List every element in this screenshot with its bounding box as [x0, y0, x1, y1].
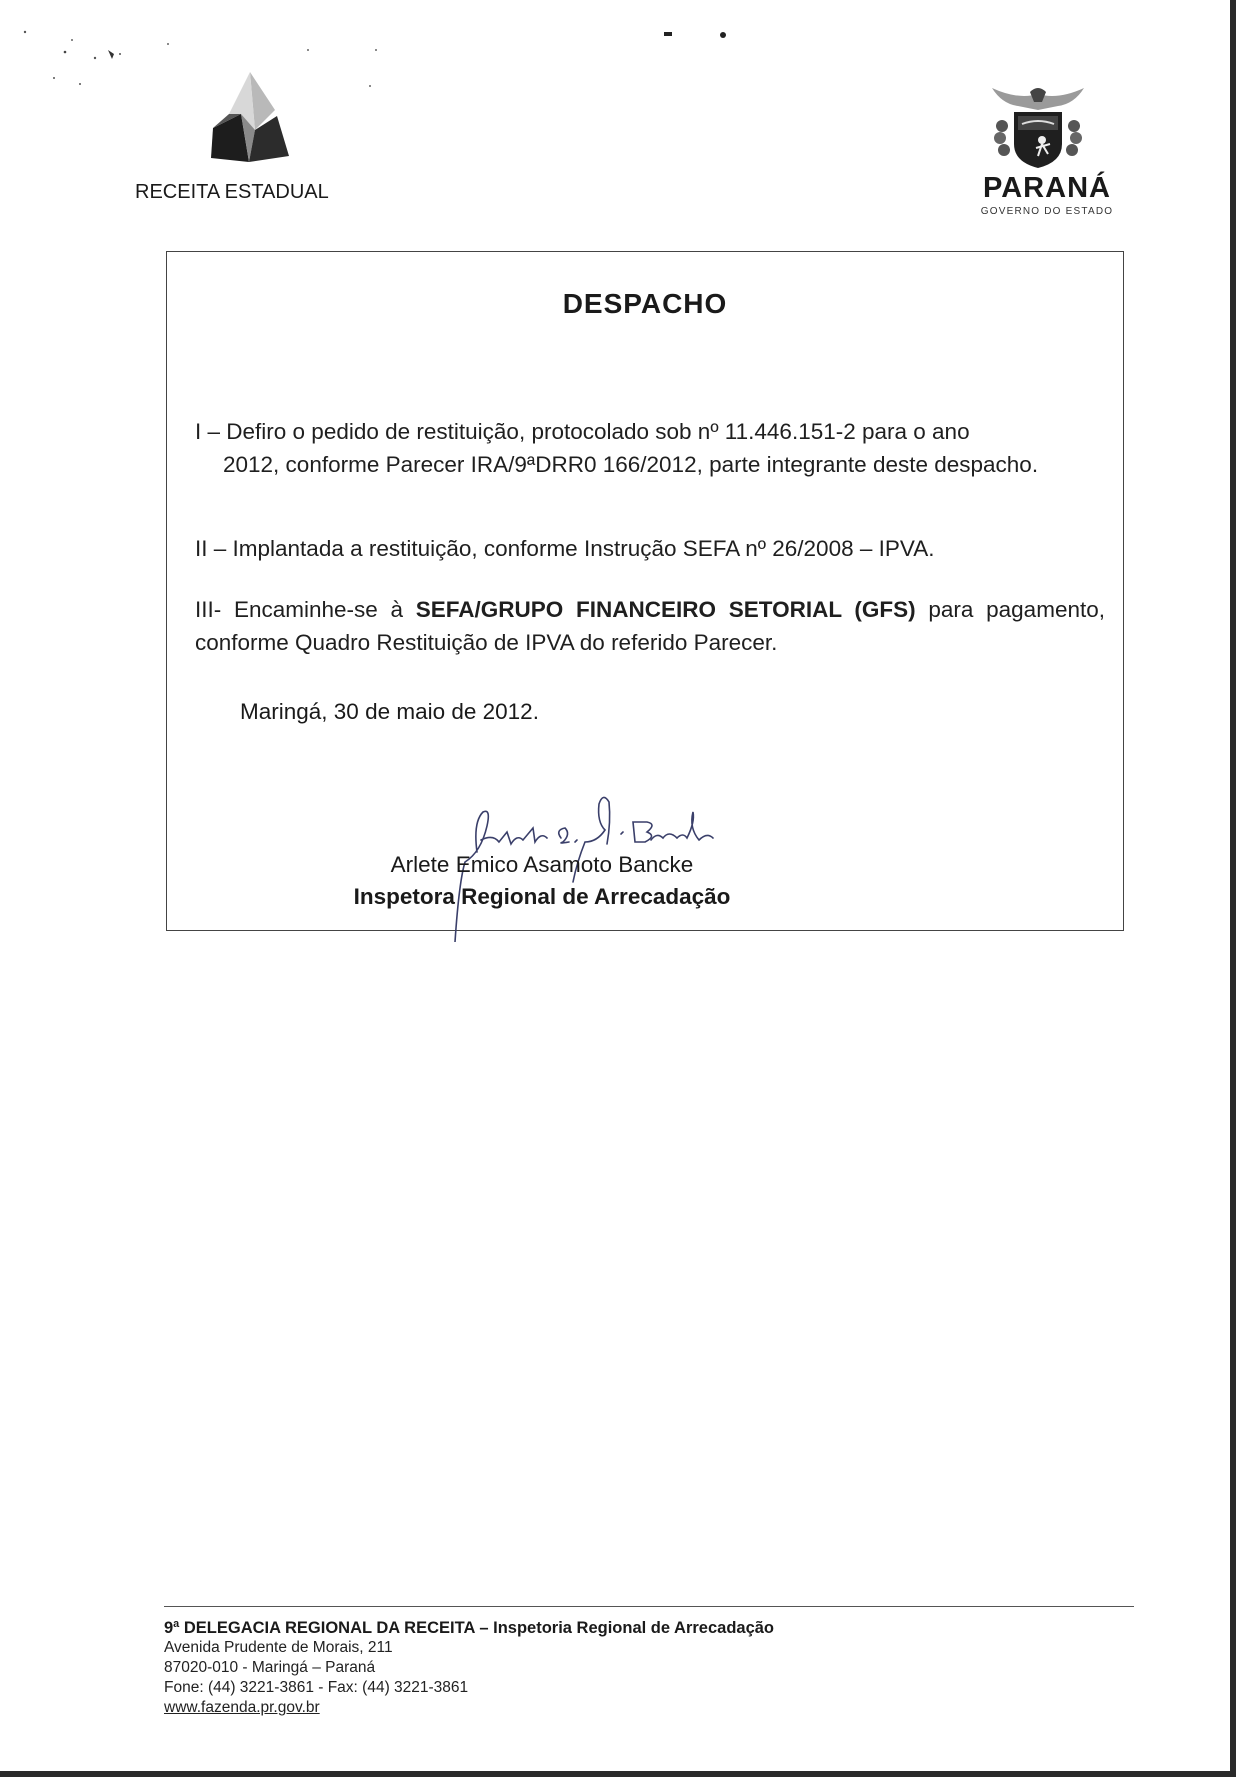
footer-website-link[interactable]: www.fazenda.pr.gov.br — [164, 1699, 320, 1716]
signer-role: Inspetora Regional de Arrecadação — [353, 884, 731, 909]
item-3-suffix: para pagamento, conforme Quadro Restituição de IPVA do referido Parecer. — [195, 597, 1105, 655]
footer-heading: 9ª DELEGACIA REGIONAL DA RECEITA – Inspetoria Regional de Arrecadação — [164, 1619, 775, 1637]
signer-name: Arlete Emico Asamoto Bancke — [390, 852, 694, 877]
despacho-date: Maringá, 30 de maio de 2012. — [240, 699, 539, 724]
despacho-item-3 — [195, 593, 1105, 659]
item-3-bold: SEFA/GRUPO FINANCEIRO SETORIAL (GFS) — [415, 597, 916, 622]
footer-city: 87020-010 - Maringá – Paraná — [164, 1659, 376, 1676]
despacho-title: DESPACHO — [562, 288, 728, 319]
footer-phone: Fone: (44) 3221-3861 - Fax: (44) 3221-3861 — [164, 1679, 469, 1696]
footer-address: Avenida Prudente de Morais, 211 — [164, 1639, 393, 1656]
item-3-prefix: III- Encaminhe-se à — [195, 597, 416, 622]
despacho-box — [166, 251, 1124, 931]
parana-coat-of-arms — [978, 82, 1098, 170]
despacho-item-2: II – Implantada a restituição, conforme Instrução SEFA nº 26/2008 – IPVA. — [195, 536, 935, 561]
despacho-item-1 — [195, 415, 1105, 481]
scan-marks — [660, 24, 740, 40]
item-1-line-1: I – Defiro o pedido de restituição, protocolado sob nº 11.446.151-2 para o ano — [195, 419, 970, 444]
governo-do-estado-label: GOVERNO DO ESTADO — [980, 206, 1114, 217]
footer-divider — [164, 1606, 1134, 1607]
parana-title: PARANÁ — [983, 172, 1111, 204]
item-1-continuation: 2012, conforme Parecer IRA/9ªDRR0 166/2012, parte integrante deste despacho. — [223, 452, 1039, 477]
receita-estadual-logo — [205, 70, 295, 165]
footer — [164, 1606, 1134, 1718]
left-logo-label: RECEITA ESTADUAL — [135, 181, 329, 203]
